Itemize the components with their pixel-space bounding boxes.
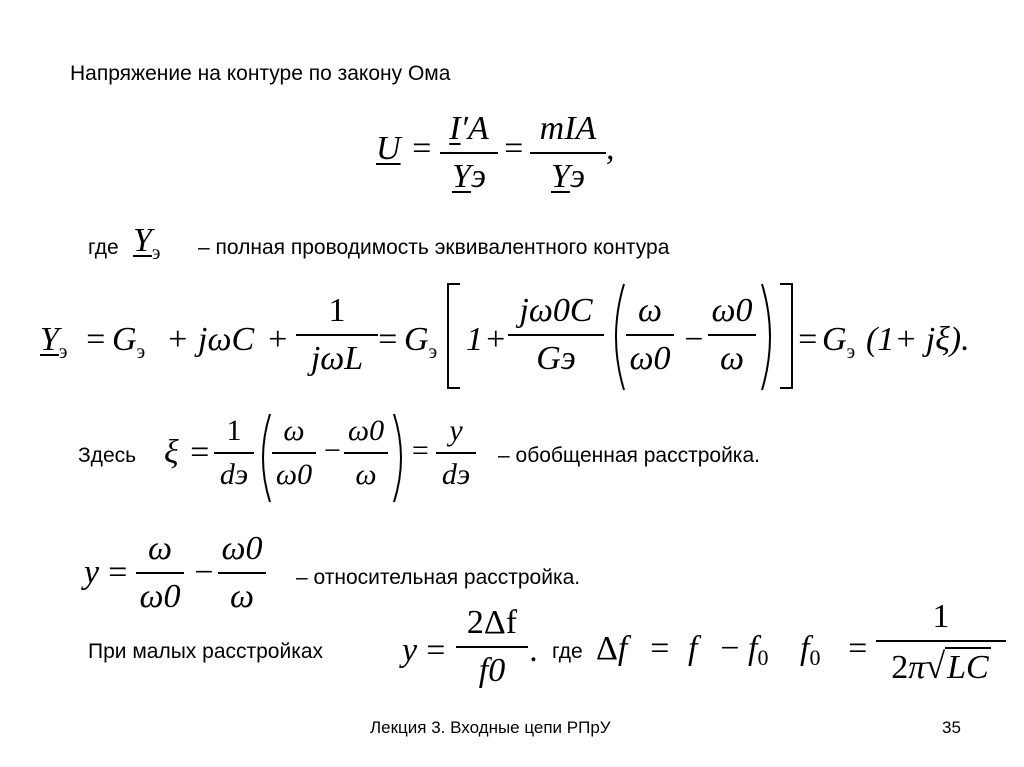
generalized-detuning-label: – обобщенная расстройка. (498, 444, 760, 467)
left-bracket (444, 282, 464, 392)
admittance-description: – полная проводимость эквивалентного контура (198, 236, 670, 259)
left-paren (606, 282, 628, 392)
admittance-symbol: $Y_э$ (133, 222, 161, 264)
slide-heading: Напряжение на контуре по закону Ома (70, 62, 451, 85)
small-detuning-label: При малых расстройках (88, 640, 324, 663)
right-bracket (776, 282, 796, 392)
left-paren-2 (254, 412, 274, 504)
relative-detuning-label: – относительная расстройка. (296, 566, 581, 589)
page-number: 35 (942, 718, 961, 737)
where-label: где (88, 236, 119, 259)
right-paren-2 (390, 412, 410, 504)
here-label: Здесь (78, 444, 137, 467)
where2-label: где (552, 640, 583, 663)
footer-title: Лекция 3. Входные цепи РПрУ (370, 718, 611, 737)
